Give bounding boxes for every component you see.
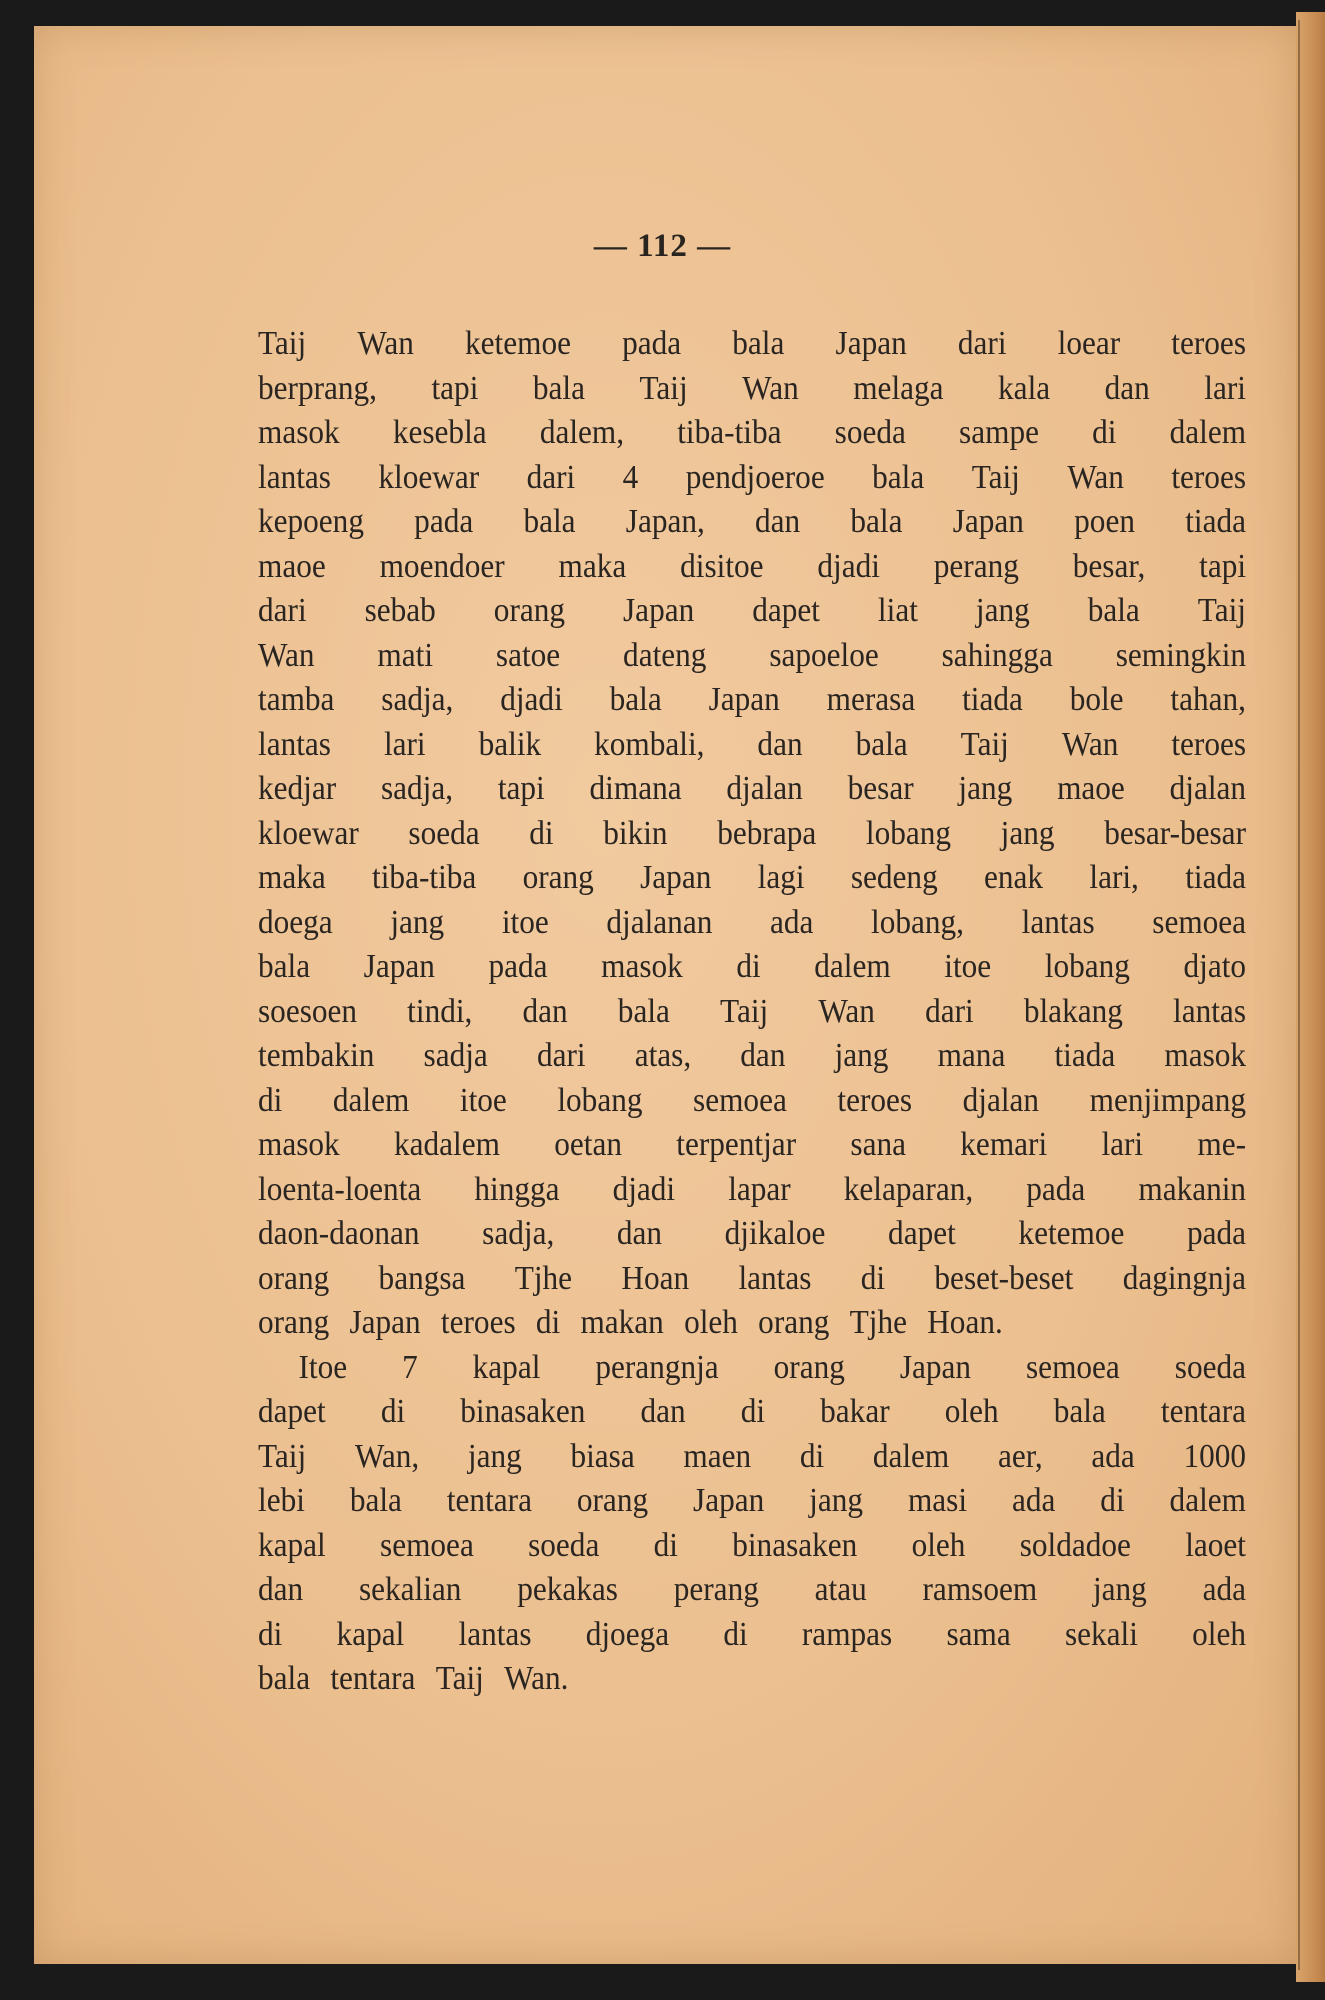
text-line: dari sebab orang Japan dapet liat jang bala Taij xyxy=(258,592,1246,629)
text-line: kepoeng pada bala Japan, dan bala Japan poen tiada xyxy=(258,503,1246,540)
body-text xyxy=(258,322,1246,1702)
text-line: tembakin sadja dari atas, dan jang mana tiada masok xyxy=(258,1037,1247,1074)
text-line: masok kesebla dalem, tiba-tiba soeda sampe di dalem xyxy=(258,414,1247,451)
text-line: Wan mati satoe dateng sapoeloe sahingga semingkin xyxy=(258,636,1247,674)
book-right-edge xyxy=(1296,12,1325,1982)
text-line: doega jang itoe djalanan ada lobang, lantas semoea xyxy=(258,903,1247,941)
text-line: orang Japan teroes di makan oleh orang Tjhe Hoan. xyxy=(258,1304,1003,1341)
book-spine-line xyxy=(1298,20,1300,1970)
text-line: loenta-loenta hingga djadi lapar kelaparan, pada makanin xyxy=(258,1170,1247,1208)
text-line: dapet di binasaken dan di bakar oleh bala tentara xyxy=(258,1393,1247,1430)
text-line: lebi bala tentara orang Japan jang masi ada di dalem xyxy=(258,1482,1246,1519)
text-line: masok kadalem oetan terpentjar sana kemari lari me- xyxy=(258,1126,1247,1163)
text-line: maka tiba-tiba orang Japan lagi sedeng enak lari, tiada xyxy=(258,859,1246,896)
text-line: soesoen tindi, dan bala Taij Wan dari blakang lantas xyxy=(258,992,1246,1030)
text-line: daon-daonan sadja, dan djikaloe dapet ketemoe pada xyxy=(258,1215,1247,1252)
text-line: berprang, tapi bala Taij Wan melaga kala dan lari xyxy=(258,369,1246,407)
text-line: di kapal lantas djoega di rampas sama sekali oleh xyxy=(258,1615,1246,1653)
text-line: kedjar sadja, tapi dimana djalan besar jang maoe djalan xyxy=(258,770,1247,807)
text-line: tamba sadja, djadi bala Japan merasa tiada bole tahan, xyxy=(258,681,1246,718)
text-line: lantas lari balik kombali, dan bala Taij Wan teroes xyxy=(258,725,1247,763)
page-number: — 112 — xyxy=(593,228,732,264)
text-line: maoe moendoer maka disitoe djadi perang besar, tapi xyxy=(258,547,1247,585)
text-line: lantas kloewar dari 4 pendjoeroe bala Taij Wan teroes xyxy=(258,458,1247,496)
text-line: kapal semoea soeda di binasaken oleh soldadoe laoet xyxy=(258,1526,1246,1564)
text-line: bala tentara Taij Wan. xyxy=(258,1660,569,1697)
text-line: Taij Wan, jang biasa maen di dalem aer, ada 1000 xyxy=(258,1437,1247,1475)
text-line: di dalem itoe lobang semoea teroes djalan menjimpang xyxy=(258,1081,1247,1119)
text-line: dan sekalian pekakas perang atau ramsoem jang ada xyxy=(258,1571,1247,1608)
text-line: bala Japan pada masok di dalem itoe lobang djato xyxy=(258,948,1247,985)
text-line: kloewar soeda di bikin bebrapa lobang jang besar-besar xyxy=(258,814,1246,852)
text-line: Taij Wan ketemoe pada bala Japan dari loear teroes xyxy=(258,325,1246,362)
text-line: orang bangsa Tjhe Hoan lantas di beset-beset dagingnja xyxy=(258,1259,1247,1297)
text-line: Itoe 7 kapal perangnja orang Japan semoea soeda xyxy=(298,1348,1246,1386)
